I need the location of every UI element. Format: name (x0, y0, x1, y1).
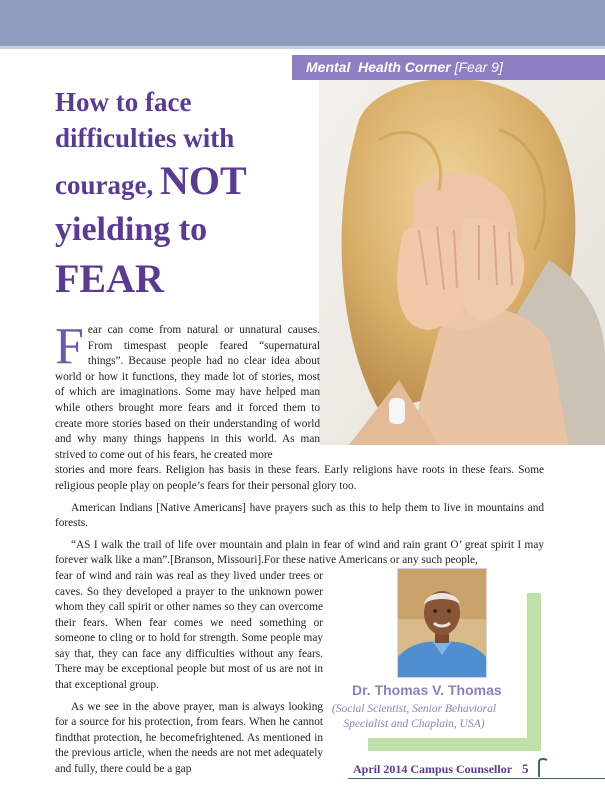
banner-word-health-corner: Health Corner (358, 59, 451, 75)
paragraph-1-top (55, 318, 320, 463)
footer-issue-label: April 2014 Campus Counsellor (353, 762, 513, 776)
title-line-2: difficulties with (55, 123, 235, 153)
banner-series-label: [Fear 9] (454, 59, 503, 75)
drop-cap: F (55, 318, 84, 375)
paragraph-4: As we see in the above prayer, man is always looking for a source for his protection, from fears. When he cannot findthat protection, he becomefrightened. As mentioned in the previous article, when the needs are not met adequately and fully, there could be a gap (55, 700, 323, 776)
article-title (55, 84, 317, 304)
title-line-4: yielding to (55, 211, 208, 248)
paragraph-3-continued: fear of wind and rain was real as they lived under trees or caves. So they developed a prayer to the unknown power whom they call spirit or other names so they can overcome their fears. When fear comes we need something or someone to cling or to hold for strength. Some people may say that, they can face any difficulties without any fears. There may be exceptional people but most of us are not in that exceptional group. (55, 569, 323, 692)
title-line-5: FEAR (55, 256, 164, 301)
header-band (0, 0, 605, 46)
footer-hook-ornament (538, 758, 550, 778)
footer-rule (348, 778, 605, 779)
decorative-green-bar-vertical (527, 593, 541, 751)
title-line-3b: NOT (159, 158, 247, 203)
paragraph-1-text: ear can come from natural or unnatural causes. From timespast people feared “supernatural things”. Because people had no clear idea about world or how it functions, they made lot of stories, most of which are imaginations. Some may have helped man while others brought more fears and it forced them to create more stories based on their understanding of world and why many things happens in this world. As man strived to come out of his fears, he created more (55, 324, 320, 461)
decorative-green-bar-horizontal (368, 738, 541, 751)
paragraph-1-continued: stories and more fears. Religion has basis in these fears. Early religions have roots in these fears. Some religious people play on people’s fears for their personal glory too. (55, 464, 544, 492)
paragraph-2: American Indians [Native Americans] have prayers such as this to help them to live in mountains and forests. (55, 501, 544, 530)
paragraph-3: “AS I walk the trail of life over mountain and plain in fear of wind and rain grant O’ great spirit I may forever walk like a man”.[Branson, Missouri].For these native Americans or any such people, (55, 538, 544, 567)
author-portrait (397, 568, 487, 678)
author-credentials: (Social Scientist, Senior Behavioral Specialist and Chaplain, USA) (331, 703, 497, 730)
title-line-3a: courage, (55, 170, 154, 200)
title-line-1: How to face (55, 87, 192, 117)
author-name: Dr. Thomas V. Thomas (352, 682, 502, 698)
header-band-rule (0, 46, 605, 49)
banner-word-mental: Mental (306, 59, 351, 75)
section-banner (292, 55, 605, 80)
page-number: 5 (522, 761, 529, 776)
